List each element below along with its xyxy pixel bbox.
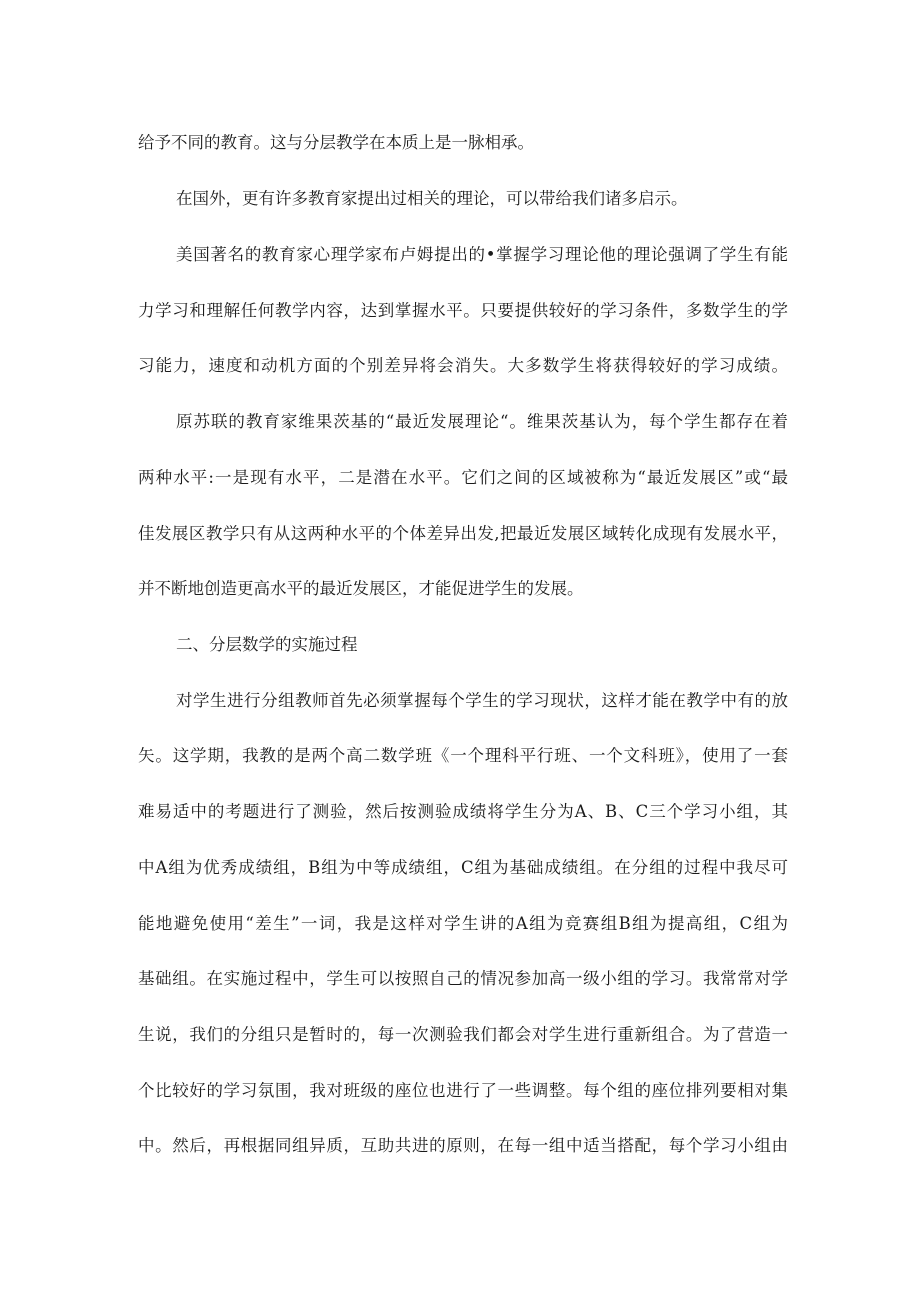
text-line: 并不断地创造更高水平的最近发展区，才能促进学生的发展。: [138, 579, 584, 598]
text-line: 原苏联的教育家维果茨基的“最近发展理论“。维果茨基认为，每个学生都存在着: [176, 412, 788, 431]
text-line: 基础组。在实施过程中，学生可以按照自己的情况参加高一级小组的学习。我常常对学: [138, 969, 788, 988]
text-line: 能地避免使用“差生”一词，我是这样对学生讲的A组为竞赛组B组为提高组，C组为: [138, 914, 788, 933]
text-line: 矢。这学期，我教的是两个高二数学班《一个理科平行班、一个文科班》，使用了一套: [138, 746, 788, 765]
text-line: 佳发展区教学只有从这两种水平的个体差异出发,把最近发展区域转化成现有发展水平，: [138, 524, 788, 543]
text-line: 力学习和理解任何教学内容，达到掌握水平。只要提供较好的学习条件，多数学生的学: [138, 301, 788, 320]
text-line: 美国著名的教育家心理学家布卢姆提出的•掌握学习理论他的理论强调了学生有能: [176, 245, 788, 264]
text-line: 习能力，速度和动机方面的个别差异将会消失。大多数学生将获得较好的学习成绩。: [138, 356, 788, 375]
text-line: 生说，我们的分组只是暂时的，每一次测验我们都会对学生进行重新组合。为了营造一: [138, 1025, 788, 1044]
text-line: 对学生进行分组教师首先必须掌握每个学生的学习现状，这样才能在教学中有的放: [176, 691, 788, 710]
section-heading: 二、分层数学的实施过程: [176, 635, 358, 654]
text-line: 中。然后，再根据同组异质，互助共进的原则，在每一组中适当搭配，每个学习小组由: [138, 1136, 788, 1155]
text-line: 在国外，更有许多教育家提出过相关的理论，可以带给我们诸多启示。: [176, 189, 688, 208]
text-line: 给予不同的教育。这与分层教学在本质上是一脉相承。: [138, 133, 534, 152]
text-line: 个比较好的学习氛围，我对班级的座位也进行了一些调整。每个组的座位排列要相对集: [138, 1081, 788, 1100]
text-line: 中A组为优秀成绩组，B组为中等成绩组，C组为基础成绩组。在分组的过程中我尽可: [138, 858, 788, 877]
text-line: 两种水平:一是现有水平，二是潜在水平。它们之间的区域被称为“最近发展区”或“最: [138, 468, 788, 487]
text-line: 难易适中的考题进行了测验，然后按测验成绩将学生分为A、B、C三个学习小组，其: [138, 802, 788, 821]
